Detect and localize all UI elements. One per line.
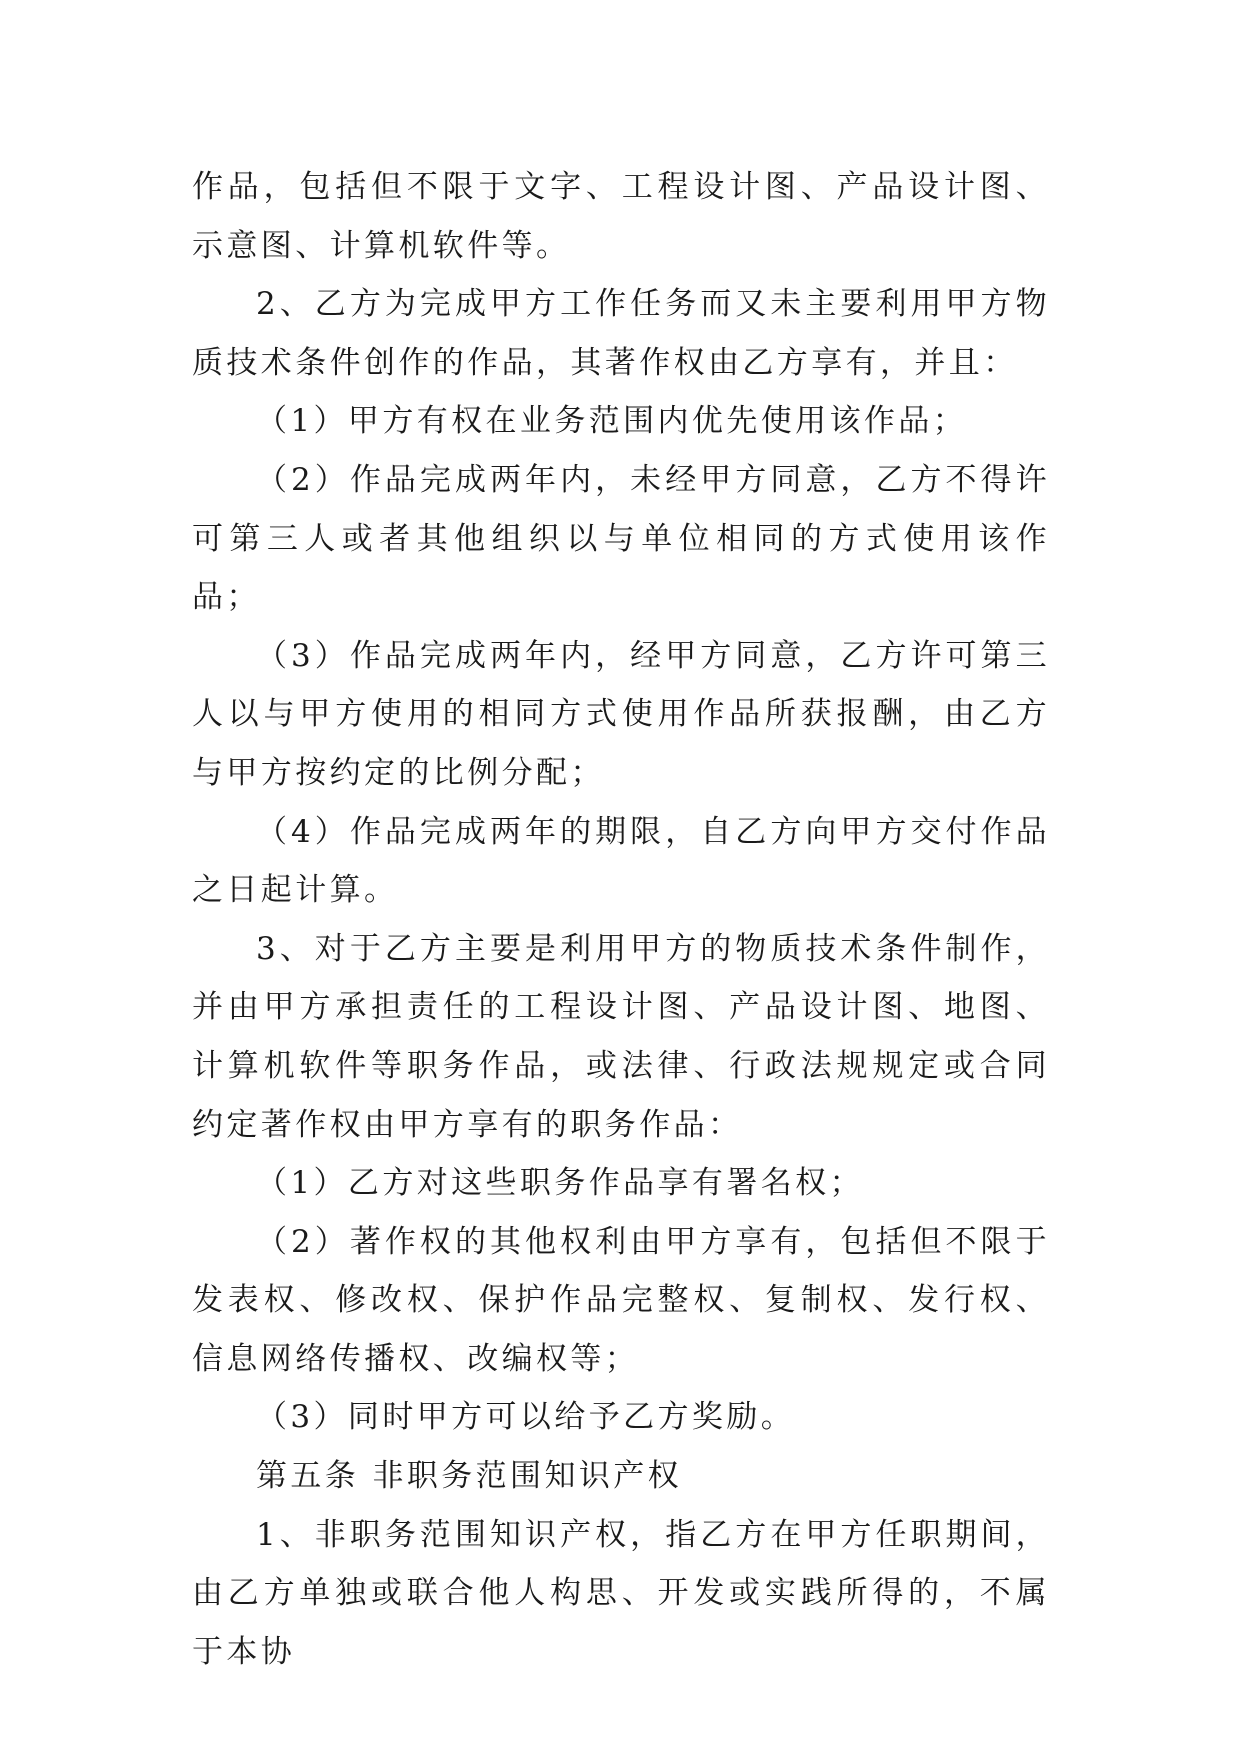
paragraph-clause-3-item-1: （1）乙方对这些职务作品享有署名权； <box>256 1165 864 1202</box>
paragraph-works-continued: 作品，包括但不限于文字、工程设计图、产品设计图、示意图、计算机软件等。 <box>192 169 1050 264</box>
paragraph-clause-2-item-2: （2）作品完成两年内，未经甲方同意，乙方不得许可第三人或者其他组织以与单位相同的方式使用该作品； <box>192 461 1050 616</box>
paragraph-clause-3-item-3: （3）同时甲方可以给予乙方奖励。 <box>256 1399 796 1436</box>
paragraph-clause-3-item-2: （2）著作权的其他权利由甲方享有，包括但不限于发表权、修改权、保护作品完整权、复制权、发行权、信息网络传播权、改编权等； <box>192 1223 1050 1377</box>
document-body <box>192 158 1050 1681</box>
paragraph-clause-2-item-1: （1）甲方有权在业务范围内优先使用该作品； <box>256 403 968 440</box>
paragraph-article-5-clause-1: 1、非职务范围知识产权，指乙方在甲方任职期间，由乙方单独或联合他人构思、开发或实践所得的，不属于本协 <box>192 1516 1050 1670</box>
section-heading-article-5: 第五条 非职务范围知识产权 <box>256 1458 683 1495</box>
paragraph-clause-2-item-3: （3）作品完成两年内，经甲方同意，乙方许可第三人以与甲方使用的相同方式使用作品所获报酬，由乙方与甲方按约定的比例分配； <box>192 637 1050 791</box>
paragraph-clause-3: 3、对于乙方主要是利用甲方的物质技术条件制作，并由甲方承担责任的工程设计图、产品设计图、地图、计算机软件等职务作品，或法律、行政法规规定或合同约定著作权由甲方享有的职务作品： <box>192 930 1050 1143</box>
paragraph-clause-2-item-4: （4）作品完成两年的期限，自乙方向甲方交付作品之日起计算。 <box>192 813 1050 909</box>
paragraph-clause-2: 2、乙方为完成甲方工作任务而又未主要利用甲方物质技术条件创作的作品，其著作权由乙方享有，并且： <box>192 286 1050 381</box>
